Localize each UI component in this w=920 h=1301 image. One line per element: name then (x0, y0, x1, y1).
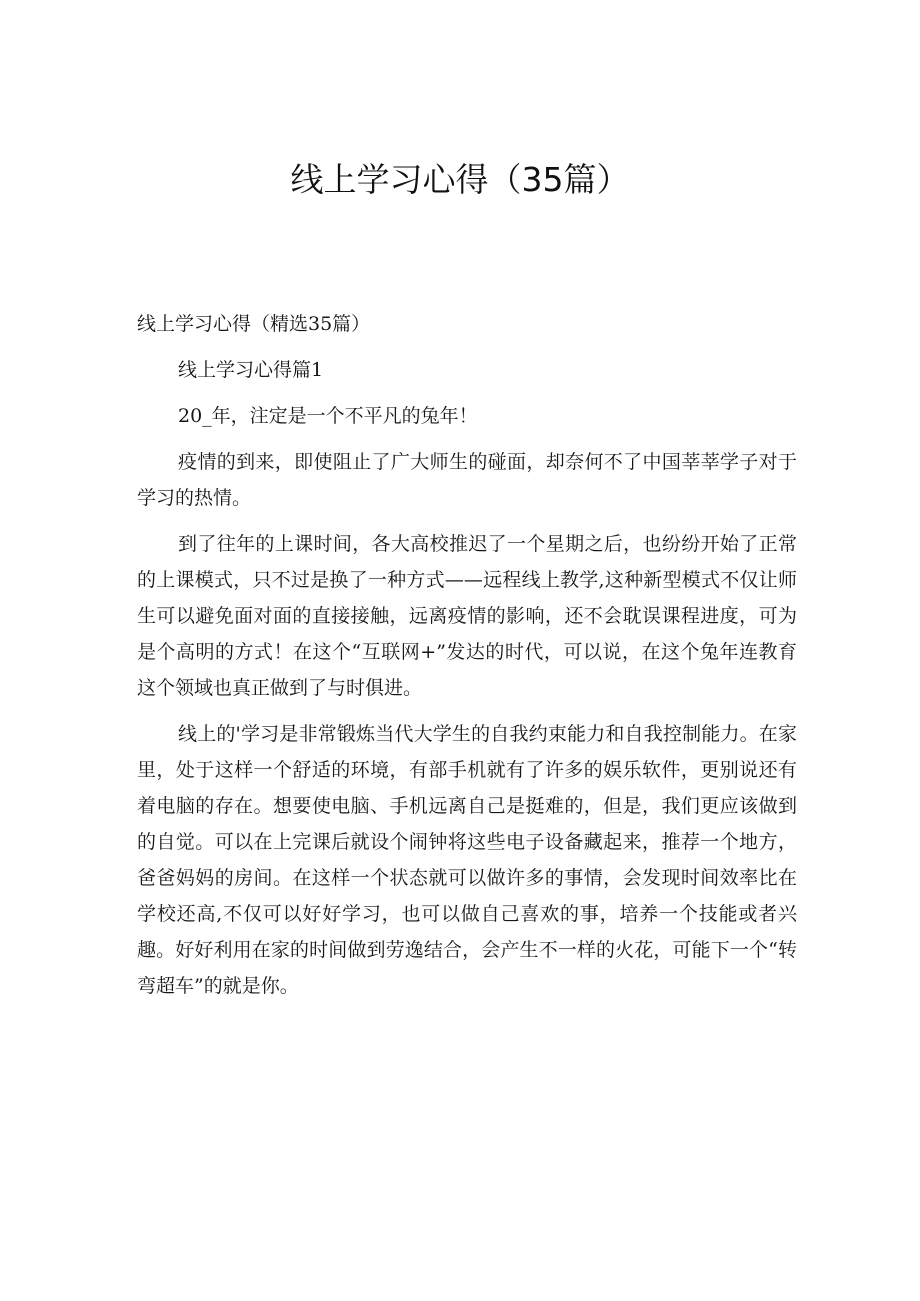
paragraph: 疫情的到来，即使阻止了广大师生的碰面，却奈何不了中国莘莘学子对于学习的热情。 (137, 451, 797, 509)
paragraph: 20_年，注定是一个不平凡的兔年！ (178, 405, 478, 427)
section-heading: 线上学习心得篇1 (178, 359, 324, 381)
document-title: 线上学习心得（35篇） (290, 160, 630, 199)
document-subtitle: 线上学习心得（精选35篇） (137, 313, 371, 335)
document-body (137, 306, 797, 1014)
paragraph: 到了往年的上课时间，各大高校推迟了一个星期之后，也纷纷开始了正常的上课模式，只不过是换了一种方式——远程线上教学,这种新型模式不仅让师生可以避免面对面的直接接触，远离疫情的影响，还不会耽误课程进度，可为是个高明的方式！在这个“互联网+”发达的时代，可以说，在这个兔年连教育这个领域也真正做到了与时俱进。 (137, 533, 797, 699)
paragraph: 线上的'学习是非常锻炼当代大学生的自我约束能力和自我控制能力。在家里，处于这样一个舒适的环境，有部手机就有了许多的娱乐软件，更别说还有着电脑的存在。想要使电脑、手机远离自己是挺难的，但是，我们更应该做到的自觉。可以在上完课后就设个闹钟将这些电子设备藏起来，推荐一个地方，爸爸妈妈的房间。在这样一个状态就可以做许多的事情，会发现时间效率比在学校还高,不仅可以好好学习，也可以做自己喜欢的事，培养一个技能或者兴趣。好好利用在家的时间做到劳逸结合，会产生不一样的火花，可能下一个“转弯超车”的就是你。 (137, 723, 797, 997)
